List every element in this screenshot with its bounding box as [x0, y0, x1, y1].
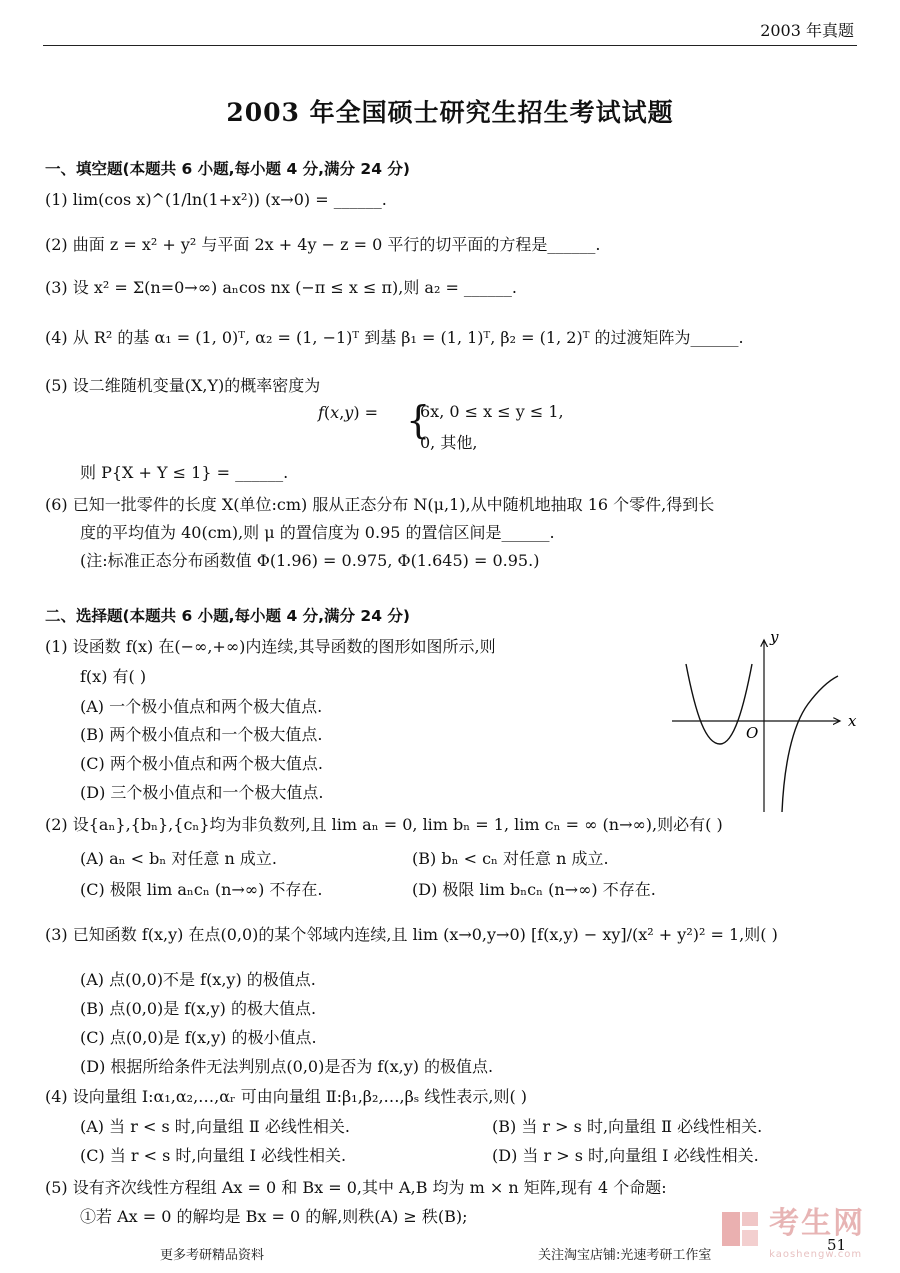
s2-q2-option-d: (D) 极限 lim bₙcₙ (n→∞) 不存在.	[412, 880, 656, 899]
s2-q3-option-b: (B) 点(0,0)是 f(x,y) 的极大值点.	[80, 999, 317, 1018]
s2-q1-option-c: (C) 两个极小值点和两个极大值点.	[80, 754, 323, 773]
s2-q2-option-c: (C) 极限 lim aₙcₙ (n→∞) 不存在.	[80, 880, 323, 899]
derivative-graph	[668, 626, 868, 816]
footer-right-text: 关注淘宝店铺:光速考研工作室	[538, 1248, 712, 1263]
s2-q2-option-a: (A) aₙ < bₙ 对任意 n 成立.	[80, 849, 277, 868]
s1-question-6-line2: 度的平均值为 40(cm),则 μ 的置信度为 0.95 的置信区间是______.	[80, 523, 555, 542]
derivative-curve-right	[782, 676, 838, 812]
density-function: f(x,y) =	[318, 403, 379, 422]
s2-question-1-line1: (1) 设函数 f(x) 在(−∞,+∞)内连续,其导函数的图形如图所示,则	[45, 637, 496, 656]
watermark-url: kaoshengw.com	[769, 1249, 863, 1260]
s1-question-2: (2) 曲面 z = x² + y² 与平面 2x + 4y − z = 0 平行的切平面的方程是______.	[45, 235, 601, 254]
s2-q1-option-d: (D) 三个极小值点和一个极大值点.	[80, 783, 324, 802]
s2-q3-option-d: (D) 根据所给条件无法判别点(0,0)是否为 f(x,y) 的极值点.	[80, 1057, 494, 1076]
s2-q5-proposition-1: ①若 Ax = 0 的解均是 Bx = 0 的解,则秩(A) ≥ 秩(B);	[80, 1207, 468, 1226]
s1-question-6-line1: (6) 已知一批零件的长度 X(单位:cm) 服从正态分布 N(μ,1),从中随机地抽取 16 个零件,得到长	[45, 495, 715, 514]
s2-q4-option-b: (B) 当 r > s 时,向量组 Ⅱ 必线性相关.	[492, 1117, 763, 1136]
s1-question-4: (4) 从 R² 的基 α₁ = (1, 0)ᵀ, α₂ = (1, −1)ᵀ 到基 β₁ = (1, 1)ᵀ, β₂ = (1, 2)ᵀ 的过渡矩阵为______.	[45, 328, 744, 347]
s1-question-5-intro: (5) 设二维随机变量(X,Y)的概率密度为	[45, 376, 321, 395]
x-axis-label: x	[848, 712, 857, 730]
s1-question-1: (1) lim(cos x)^(1/ln(1+x²)) (x→0) = ______.	[45, 190, 387, 209]
density-case-1: 6x, 0 ≤ x ≤ y ≤ 1,	[420, 402, 564, 421]
s2-q3-option-c: (C) 点(0,0)是 f(x,y) 的极小值点.	[80, 1028, 317, 1047]
y-axis-label: y	[770, 628, 779, 646]
watermark-text: 考生网	[769, 1206, 866, 1241]
s2-question-5: (5) 设有齐次线性方程组 Ax = 0 和 Bx = 0,其中 A,B 均为 m × n 矩阵,现有 4 个命题:	[45, 1178, 667, 1197]
section-2-heading: 二、选择题(本题共 6 小题,每小题 4 分,满分 24 分)	[45, 607, 410, 625]
s2-q2-option-b: (B) bₙ < cₙ 对任意 n 成立.	[412, 849, 609, 868]
header-year-tag: 2003 年真题	[760, 21, 854, 40]
origin-label: O	[746, 724, 759, 742]
s2-q3-option-a: (A) 点(0,0)不是 f(x,y) 的极值点.	[80, 970, 316, 989]
s1-question-5-ask: 则 P{X + Y ≤ 1} = ______.	[80, 463, 289, 482]
page-number: 51	[827, 1236, 847, 1254]
s2-question-2: (2) 设{aₙ},{bₙ},{cₙ}均为非负数列,且 lim aₙ = 0, lim bₙ = 1, lim cₙ = ∞ (n→∞),则必有( )	[45, 815, 723, 834]
header-rule	[43, 45, 857, 46]
section-1-heading: 一、填空题(本题共 6 小题,每小题 4 分,满分 24 分)	[45, 160, 410, 178]
footer-left-text: 更多考研精品资料	[160, 1248, 265, 1263]
s2-q4-option-d: (D) 当 r > s 时,向量组 Ⅰ 必线性相关.	[492, 1146, 759, 1165]
watermark-mark-icon	[720, 1208, 760, 1252]
density-case-2: 0, 其他,	[420, 433, 478, 452]
derivative-curve-left	[686, 664, 752, 744]
s2-q1-option-a: (A) 一个极小值点和两个极大值点.	[80, 697, 323, 716]
s2-question-4: (4) 设向量组 Ⅰ:α₁,α₂,…,αᵣ 可由向量组 Ⅱ:β₁,β₂,…,βₛ 线性表示,则( )	[45, 1087, 528, 1106]
s2-question-3: (3) 已知函数 f(x,y) 在点(0,0)的某个邻域内连续,且 lim (x→0,y→0) [f(x,y) − xy]/(x² + y²)² = 1,则( )	[45, 925, 778, 944]
s2-q4-option-a: (A) 当 r < s 时,向量组 Ⅱ 必线性相关.	[80, 1117, 350, 1136]
s1-question-6-note: (注:标准正态分布函数值 Φ(1.96) = 0.975, Φ(1.645) = 0.95.)	[80, 551, 540, 570]
piecewise-brace: {	[406, 398, 431, 442]
s2-q1-option-b: (B) 两个极小值点和一个极大值点.	[80, 725, 323, 744]
s1-question-3: (3) 设 x² = Σ(n=0→∞) aₙcos nx (−π ≤ x ≤ π),则 a₂ = ______.	[45, 278, 518, 297]
s2-question-1-line2: f(x) 有( )	[80, 667, 147, 686]
s2-q4-option-c: (C) 当 r < s 时,向量组 Ⅰ 必线性相关.	[80, 1146, 347, 1165]
page-title: 2003 年全国硕士研究生招生考试试题	[226, 98, 674, 127]
